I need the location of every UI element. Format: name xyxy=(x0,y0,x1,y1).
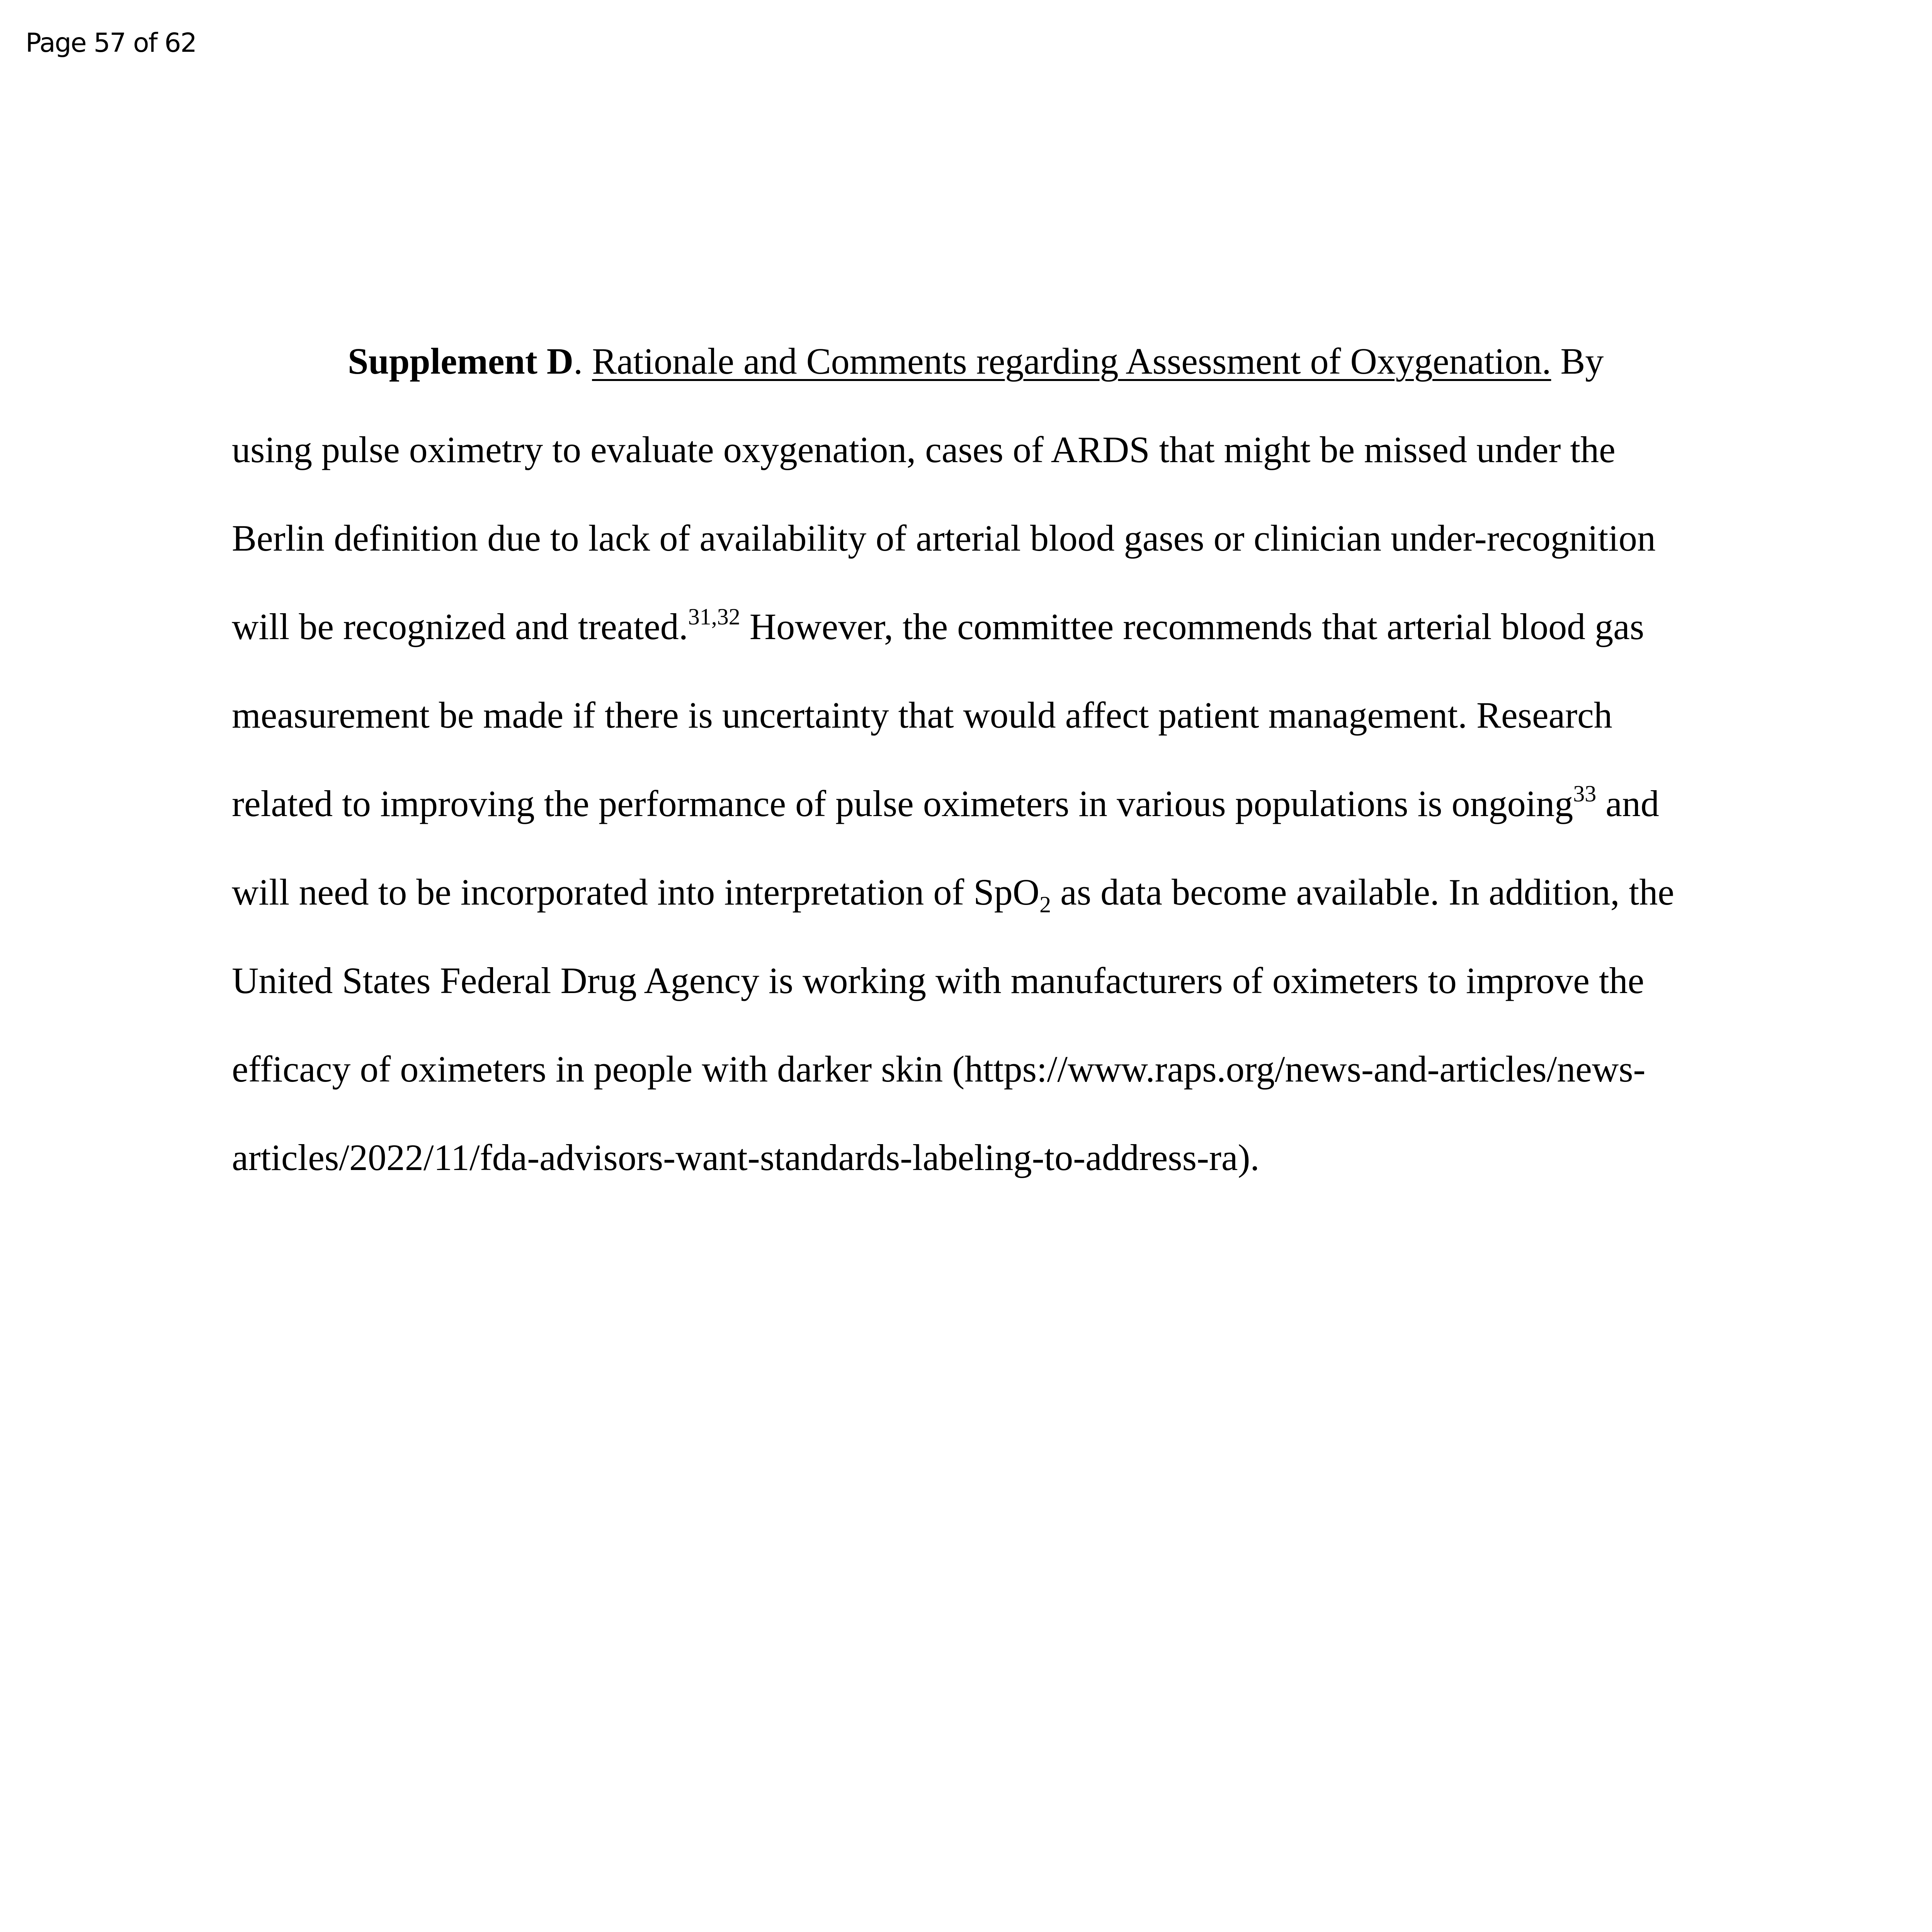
paragraph-line: Berlin definition due to lack of availability of arterial blood gases or clinician under-recognition xyxy=(232,517,1656,559)
supplement-d-paragraph xyxy=(232,317,1747,1202)
paragraph-line: United States Federal Drug Agency is working with manufacturers of oximeters to improve the xyxy=(232,960,1645,1001)
line-text: However, the committee recommends that arterial blood gas xyxy=(740,606,1645,647)
line-text: will need to be incorporated into interpretation of SpO xyxy=(232,871,1040,913)
paragraph-line xyxy=(232,582,1747,671)
paragraph-line xyxy=(232,848,1747,936)
supplement-heading: Supplement D xyxy=(348,340,574,382)
subscript: 2 xyxy=(1039,892,1051,917)
paragraph-line: using pulse oximetry to evaluate oxygenation, cases of ARDS that might be missed under the xyxy=(232,429,1616,470)
heading-separator: . xyxy=(573,340,592,382)
paragraph-line: efficacy of oximeters in people with darker skin (https://www.raps.org/news-and-articles/news- xyxy=(232,1048,1646,1090)
citation-superscript: 31,32 xyxy=(688,604,740,629)
page-indicator: Page 57 of 62 xyxy=(26,28,197,58)
line-text: By xyxy=(1551,340,1604,382)
line-text: as data become available. In addition, the xyxy=(1051,871,1674,913)
line-text: will be recognized and treated. xyxy=(232,606,688,647)
paragraph-line: articles/2022/11/fda-advisors-want-standards-labeling-to-address-ra). xyxy=(232,1137,1260,1178)
paragraph-line: measurement be made if there is uncertainty that would affect patient management. Research xyxy=(232,694,1612,736)
citation-superscript: 33 xyxy=(1573,781,1597,806)
paragraph-line xyxy=(232,317,1747,405)
paragraph-line xyxy=(232,759,1747,848)
section-title: Rationale and Comments regarding Assessment of Oxygenation. xyxy=(592,340,1551,382)
line-text: related to improving the performance of pulse oximeters in various populations is ongoing xyxy=(232,783,1573,824)
line-text: and xyxy=(1596,783,1659,824)
